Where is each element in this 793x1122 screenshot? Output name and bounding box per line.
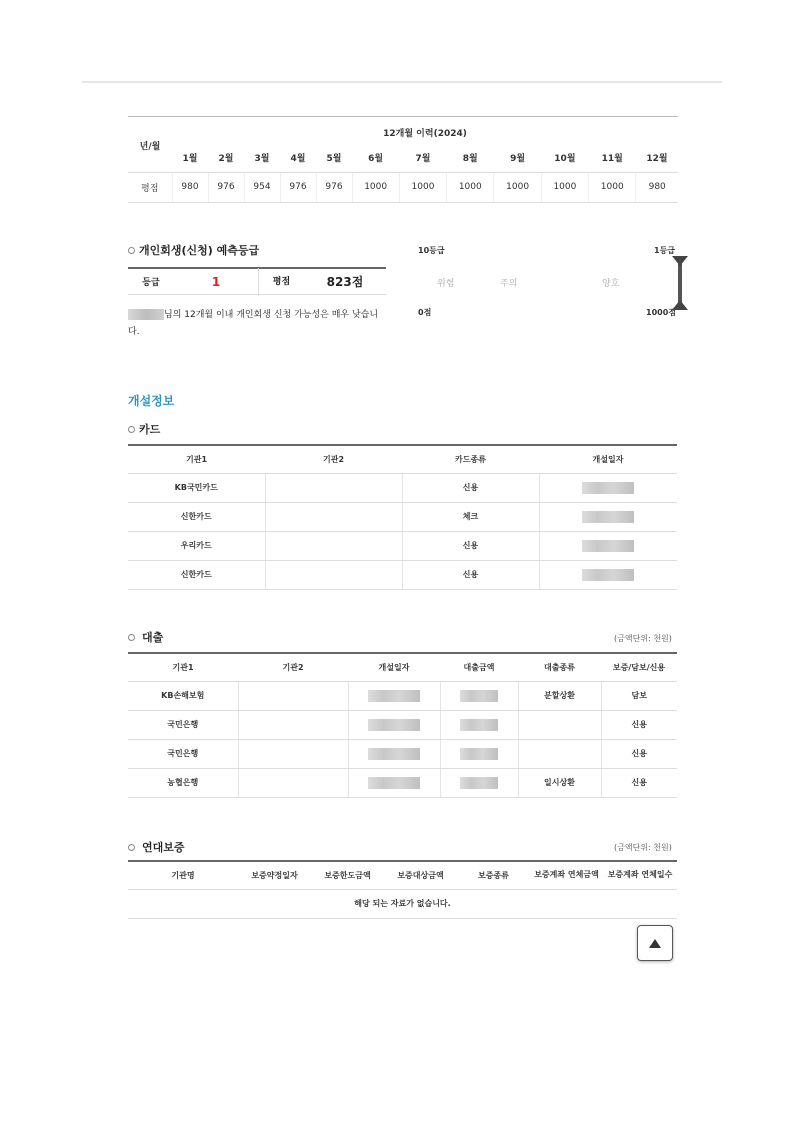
prediction-caption-text: 님의 12개월 이내 개인회생 신청 가능성은 매우 낮습니다. [128,310,379,337]
card-inst2 [265,502,402,531]
loan-inst1: KB손해보험 [128,681,238,710]
card-date [539,473,677,502]
card-title: 카드 [139,423,161,436]
table-row [128,560,677,589]
masked-amount [460,690,498,702]
card-date [539,531,677,560]
score-label: 평점 [258,268,304,296]
loan-inst2 [238,768,348,797]
table-row [128,502,677,531]
loan-col-date: 개설일자 [348,653,440,681]
table-row [128,681,677,710]
guarantee-col-overdue-amount: 보증계좌 연체금액 [530,861,603,889]
history-row-header: 년/월 [128,116,172,172]
table-row [128,739,677,768]
month-header: 9월 [494,144,541,172]
card-col-date: 개설일자 [539,445,677,473]
card-heading [128,421,160,437]
level-good: 양호 [602,279,620,289]
scroll-top-button[interactable] [637,925,673,961]
month-score: 976 [208,172,244,202]
month-score: 954 [244,172,280,202]
loan-secure: 신용 [601,739,677,768]
loan-inst1: 국민은행 [128,739,238,768]
month-header: 2월 [208,144,244,172]
month-header: 10월 [541,144,588,172]
card-col-inst2: 기관2 [265,445,402,473]
loan-amount [440,739,518,768]
card-table [128,444,677,590]
guarantee-table [128,860,677,919]
masked-amount [460,719,498,731]
history-title: 12개월 이력(2024) [383,128,467,139]
card-type: 체크 [402,502,539,531]
month-header: 12월 [636,144,678,172]
masked-amount [460,748,498,760]
table-row [128,473,677,502]
month-score: 1000 [352,172,399,202]
circle-bullet-icon [128,426,135,433]
loan-inst2 [238,739,348,768]
circle-bullet-icon [128,634,135,641]
loan-secure: 신용 [601,710,677,739]
scale-left-bottom: 0점 [418,308,432,317]
month-header: 8월 [447,144,494,172]
card-inst2 [265,560,402,589]
loan-heading [128,629,163,645]
guarantee-col-inst: 기관명 [128,861,238,889]
masked-date [368,690,420,702]
card-inst2 [265,531,402,560]
month-header: 1월 [172,144,208,172]
card-inst1: 신한카드 [128,560,265,589]
loan-unit: (금액단위: 천원) [614,634,672,643]
card-inst1: KB국민카드 [128,473,265,502]
prediction-title: 개인회생(신청) 예측등급 [139,244,260,257]
masked-date [368,748,420,760]
loan-col-inst2: 기관2 [238,653,348,681]
loan-inst2 [238,710,348,739]
masked-date [582,569,634,581]
scale-right-top: 1등급 [654,246,676,255]
month-score: 1000 [399,172,446,202]
month-score: 1000 [541,172,588,202]
masked-date [582,482,634,494]
guarantee-col-overdue-days: 보증계좌 연체일수 [603,861,677,889]
loan-title: 대출 [142,631,164,644]
loan-date [348,739,440,768]
month-header: 7월 [399,144,446,172]
month-score: 1000 [589,172,636,202]
loan-col-amount: 대출금액 [440,653,518,681]
triangle-down-icon [672,256,688,266]
loan-table [128,652,677,798]
table-row [128,531,677,560]
card-inst1: 우리카드 [128,531,265,560]
table-row [128,768,677,797]
guarantee-col-target: 보증대상금액 [384,861,457,889]
loan-amount [440,710,518,739]
loan-kind [518,710,601,739]
history-row-label: 평점 [128,172,172,202]
circle-bullet-icon [128,844,135,851]
circle-bullet-icon [128,247,135,254]
guarantee-empty-message: 해당 되는 자료가 없습니다. [128,889,677,918]
prediction-heading [128,242,259,258]
loan-amount [440,768,518,797]
loan-col-kind: 대출종류 [518,653,601,681]
month-header: 11월 [589,144,636,172]
loan-inst1: 농협은행 [128,768,238,797]
scale-right-bottom: 1000점 [646,308,676,317]
card-type: 신용 [402,473,539,502]
triangle-up-icon [672,300,688,310]
prediction-caption [128,307,388,341]
month-score: 976 [316,172,352,202]
loan-secure: 신용 [601,768,677,797]
month-header: 3월 [244,144,280,172]
grade-label: 등급 [142,278,160,288]
card-date [539,560,677,589]
loan-kind: 분할상환 [518,681,601,710]
card-type: 신용 [402,560,539,589]
month-score: 980 [636,172,678,202]
card-type: 신용 [402,531,539,560]
loan-inst2 [238,681,348,710]
scale-left-top: 10등급 [418,246,445,255]
card-date [539,502,677,531]
month-header: 4월 [280,144,316,172]
history-table [128,116,678,203]
prediction-table [128,267,386,295]
loan-secure: 담보 [601,681,677,710]
month-score: 1000 [447,172,494,202]
masked-name [128,309,164,320]
month-score: 980 [172,172,208,202]
card-inst2 [265,473,402,502]
card-col-type: 카드종류 [402,445,539,473]
loan-col-secure: 보증/담보/신용 [601,653,677,681]
loan-date [348,768,440,797]
open-info-title: 개설정보 [128,394,175,408]
loan-date [348,710,440,739]
month-score: 1000 [494,172,541,202]
loan-kind [518,739,601,768]
card-col-inst1: 기관1 [128,445,265,473]
month-score: 976 [280,172,316,202]
loan-kind: 일시상환 [518,768,601,797]
table-row [128,710,677,739]
level-caution: 주의 [500,279,518,289]
guarantee-title: 연대보증 [142,841,185,854]
card-inst1: 신한카드 [128,502,265,531]
masked-date [582,511,634,523]
guarantee-col-type: 보증종류 [457,861,530,889]
guarantee-unit: (금액단위: 천원) [614,843,672,852]
guarantee-col-limit: 보증한도금액 [311,861,384,889]
masked-date [582,540,634,552]
guarantee-heading [128,839,185,855]
loan-amount [440,681,518,710]
masked-date [368,719,420,731]
month-header: 6월 [352,144,399,172]
grade-value: 1 [211,274,221,289]
arrow-up-icon [649,939,661,948]
guarantee-col-date: 보증약정일자 [238,861,311,889]
loan-date [348,681,440,710]
score-value: 823점 [326,275,364,289]
top-divider [82,81,722,83]
level-danger: 위험 [437,279,455,289]
loan-inst1: 국민은행 [128,710,238,739]
masked-amount [460,777,498,789]
month-header: 5월 [316,144,352,172]
loan-col-inst1: 기관1 [128,653,238,681]
masked-date [368,777,420,789]
